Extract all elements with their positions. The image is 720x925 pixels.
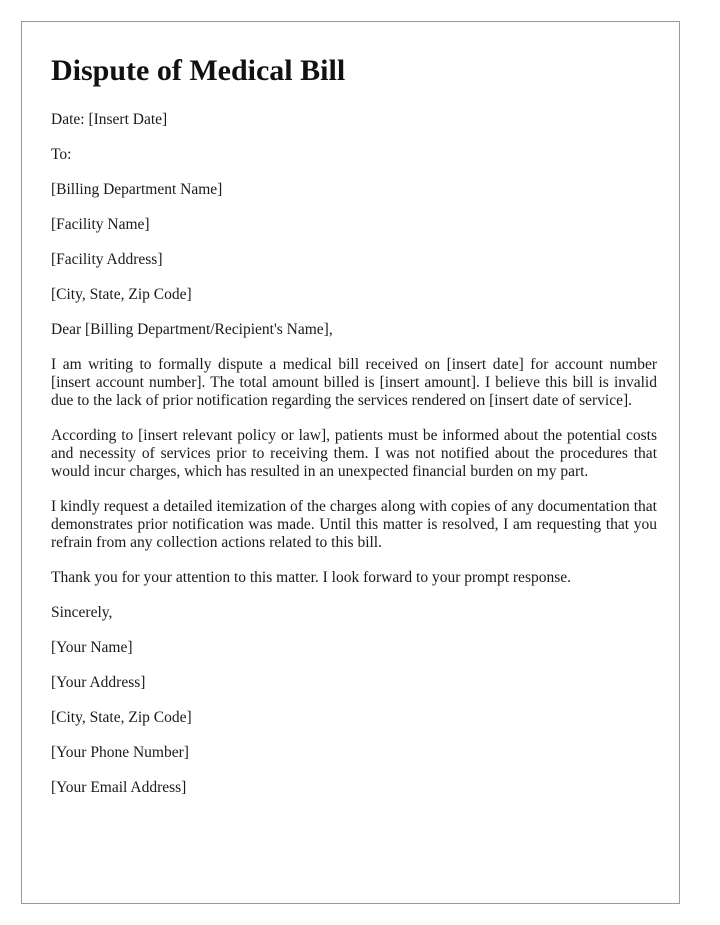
salutation: Dear [Billing Department/Recipient's Name], <box>51 321 333 338</box>
sender-city-state-zip: [City, State, Zip Code] <box>51 709 192 726</box>
recipient-facility-address: [Facility Address] <box>51 251 163 268</box>
sender-block <box>51 639 657 797</box>
recipient-billing-department: [Billing Department Name] <box>51 181 223 198</box>
sender-email: [Your Email Address] <box>51 779 187 796</box>
recipient-block <box>51 181 657 304</box>
sender-name: [Your Name] <box>51 639 133 656</box>
sender-address: [Your Address] <box>51 674 146 691</box>
body-paragraph-policy: According to [insert relevant policy or law], patients must be informed about the potential costs and necessity of services prior to receiving them. I was not notified about the procedures that would incur charges, which has resulted in an unexpected financial burden on my part. <box>51 427 657 480</box>
to-label: To: <box>51 146 72 163</box>
recipient-city-state-zip: [City, State, Zip Code] <box>51 286 192 303</box>
body-paragraph-thanks: Thank you for your attention to this matter. I look forward to your prompt response. <box>51 569 572 586</box>
letter-content <box>51 52 657 814</box>
closing: Sincerely, <box>51 604 113 621</box>
sender-phone: [Your Phone Number] <box>51 744 189 761</box>
letter-title: Dispute of Medical Bill <box>51 54 346 87</box>
recipient-facility-name: [Facility Name] <box>51 216 150 233</box>
letter-page <box>21 21 680 904</box>
body-paragraph-request: I kindly request a detailed itemization of the charges along with copies of any documentation that demonstrates prior notification was made. Until this matter is resolved, I am requesting that you refrain from any collection actions related to this bill. <box>51 498 657 551</box>
date-line: Date: [Insert Date] <box>51 111 168 128</box>
body-paragraph-dispute: I am writing to formally dispute a medical bill received on [insert date] for account number [insert account number]. The total amount billed is [insert amount]. I believe this bill is invalid due to the lack of prior notification regarding the services rendered on [insert date of service]. <box>51 356 657 409</box>
letter-body <box>51 356 657 587</box>
